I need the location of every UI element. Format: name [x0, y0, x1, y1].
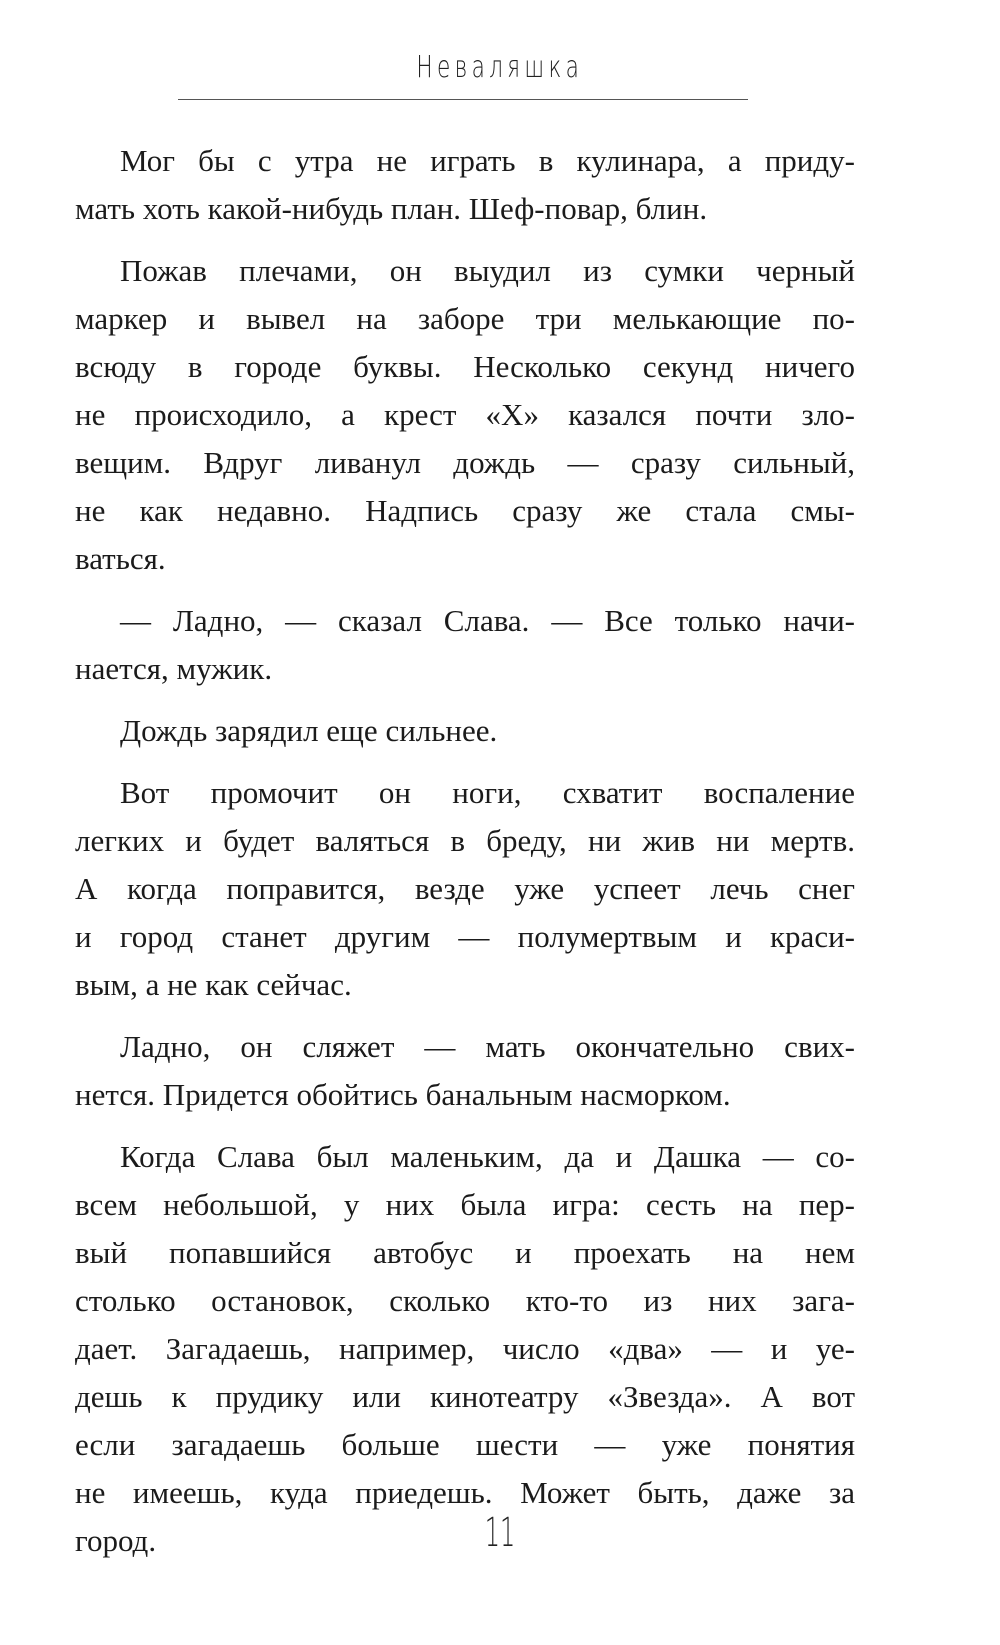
text-line: маркер и вывел на заборе три мелькающие по-: [75, 301, 855, 336]
text-line: не происходило, а крест «Х» казался почти зло-: [75, 397, 855, 432]
text-line: и город станет другим — полумертвым и краси-: [75, 919, 855, 954]
text-line: не имеешь, куда приедешь. Может быть, даже за: [75, 1475, 855, 1510]
text-line: вый попавшийся автобус и проехать на нем: [75, 1235, 855, 1270]
text-line: всем небольшой, у них была игра: сесть на пер-: [75, 1187, 855, 1222]
text-line: дает. Загадаешь, например, число «два» — и уе-: [75, 1331, 855, 1366]
text-line: А когда поправится, везде уже успеет лечь снег: [75, 871, 855, 906]
text-line: Пожав плечами, он выудил из сумки черный: [120, 253, 855, 288]
paragraph: [75, 137, 855, 233]
page-body: [75, 137, 855, 1565]
text-line: всюду в городе буквы. Несколько секунд ничего: [75, 349, 855, 384]
text-line: столько остановок, сколько кто-то из них зага-: [75, 1283, 855, 1318]
text-line: вым, а не как сейчас.: [75, 967, 352, 1002]
text-line: Вот промочит он ноги, схватит воспаление: [120, 775, 855, 810]
text-line: Ладно, он сляжет — мать окончательно свих-: [120, 1029, 855, 1064]
text-line: Когда Слава был маленьким, да и Дашка — со-: [120, 1139, 855, 1174]
text-line: вещим. Вдруг ливанул дождь — сразу сильный,: [75, 445, 855, 480]
paragraph: [75, 1023, 855, 1119]
paragraph: [75, 247, 855, 583]
text-line: не как недавно. Надпись сразу же стала смы-: [75, 493, 855, 528]
text-line: если загадаешь больше шести — уже понятия: [75, 1427, 855, 1462]
paragraph: [75, 1133, 855, 1565]
text-line: ваться.: [75, 541, 166, 576]
paragraph: [75, 597, 855, 693]
book-title: Неваляшка: [416, 50, 584, 85]
text-line: город.: [75, 1523, 157, 1558]
text-line: Мог бы с утра не играть в кулинара, а приду-: [120, 143, 855, 178]
text-line: легких и будет валяться в бреду, ни жив ни мертв.: [75, 823, 855, 858]
text-line: — Ладно, — сказал Слава. — Все только начи-: [120, 603, 855, 638]
page-number: 11: [484, 1510, 516, 1556]
text-line: дешь к прудику или кинотеатру «Звезда». А вот: [75, 1379, 855, 1414]
paragraph: [75, 707, 855, 755]
paragraph: [75, 769, 855, 1009]
text-line: мать хоть какой-нибудь план. Шеф-повар, блин.: [75, 191, 708, 226]
text-line: Дождь зарядил еще сильнее.: [120, 713, 498, 748]
running-header: [0, 50, 1000, 85]
header-rule: [178, 99, 748, 100]
text-line: нается, мужик.: [75, 651, 273, 686]
text-line: нется. Придется обойтись банальным насморком.: [75, 1077, 731, 1112]
